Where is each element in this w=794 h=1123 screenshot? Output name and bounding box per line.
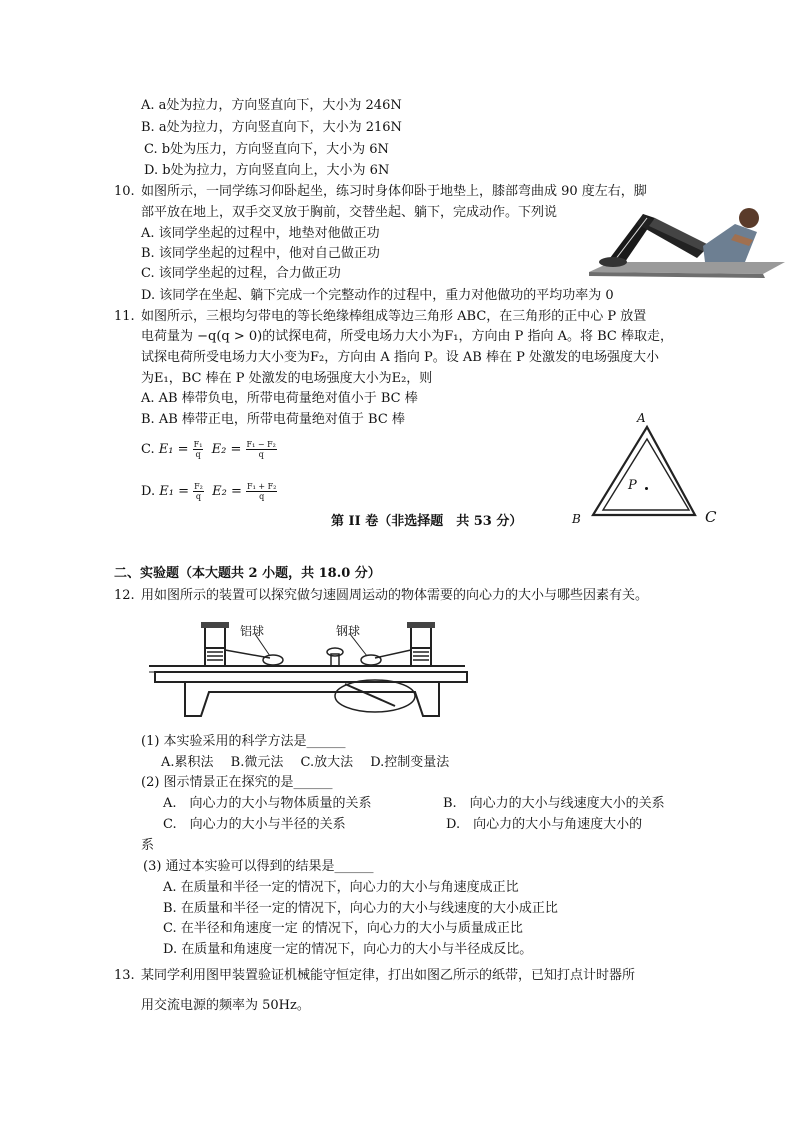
q11-c-e1-fraction bbox=[193, 440, 204, 459]
q11-d-e1-num: F₂ bbox=[194, 482, 203, 491]
q11-option-d bbox=[141, 482, 277, 501]
section-ii-title: 第 II 卷（非选择题 共 53 分） bbox=[331, 514, 523, 529]
q11-c-e2-num: F₁ − F₂ bbox=[246, 440, 276, 449]
q12-part3-option-a: A. 在质量和半径一定的情况下，向心力的大小与角速度成正比 bbox=[163, 880, 519, 895]
q12-part2-option-d: D. 向心力的大小与角速度大小的 bbox=[446, 817, 643, 832]
q11-d-e1-label: E₁ = bbox=[159, 484, 189, 499]
q12-part3: (3) 通过本实验可以得到的结果是______ bbox=[143, 859, 374, 874]
q10-number: 10. bbox=[114, 184, 135, 199]
q12-part1-options: A.累积法 B.微元法 C.放大法 D.控制变量法 bbox=[161, 755, 450, 770]
q11-stem-line2: 电荷量为 −q(q > 0)的试探电荷，所受电场力大小为F₁，方向由 P 指向 A。将 BC 棒取走， bbox=[141, 329, 674, 344]
q10-option-a: A. 该同学坐起的过程中，地垫对他做正功 bbox=[141, 226, 380, 241]
steel-ball-label: 钢球 bbox=[336, 624, 361, 638]
q11-number: 11. bbox=[114, 309, 135, 324]
section-experiment-heading: 二、实验题（本大题共 2 小题，共 18.0 分） bbox=[114, 566, 381, 581]
q11-stem-line1: 如图所示，三根均匀带电的等长绝缘棒组成等边三角形 ABC，在三角形的正中心 P 放置 bbox=[141, 309, 647, 324]
q12-part2-option-d-wrap: 系 bbox=[141, 838, 155, 853]
q11-d-e1-fraction bbox=[193, 482, 204, 501]
q11-stem-line4: 为E₁，BC 棒在 P 处激发的电场强度大小为E₂，则 bbox=[141, 371, 433, 386]
q11-d-e1-den: q bbox=[195, 492, 202, 501]
q12-part1: (1) 本实验采用的科学方法是______ bbox=[141, 734, 346, 749]
q10-option-c: C. 该同学坐起的过程，合力做正功 bbox=[141, 266, 341, 281]
q10-stem-line2: 部平放在地上，双手交叉放于胸前，交替坐起、躺下，完成动作。下列说 bbox=[141, 205, 558, 220]
q9-option-a: A. a处为拉力，方向竖直向下，大小为 246N bbox=[141, 98, 402, 113]
q11-c-e1-label: E₁ = bbox=[158, 442, 189, 457]
q12-part3-option-b: B. 在质量和半径一定的情况下，向心力的大小与线速度的大小成正比 bbox=[163, 901, 558, 916]
q13-stem-line1: 某同学利用图甲装置验证机械能守恒定律，打出如图乙所示的纸带，已知打点计时器所 bbox=[141, 968, 636, 983]
center-point-dot bbox=[645, 487, 648, 490]
q12-part2-option-c: C. 向心力的大小与半径的关系 bbox=[163, 817, 346, 832]
q9-option-c: C. b处为压力，方向竖直向下，大小为 6N bbox=[144, 142, 389, 157]
q12-part2-option-b: B. 向心力的大小与线速度大小的关系 bbox=[443, 796, 665, 811]
triangle-center-p: P bbox=[628, 478, 637, 493]
triangle-vertex-c: C bbox=[705, 508, 717, 526]
triangle-vertex-b: B bbox=[572, 512, 581, 526]
q11-d-e2-fraction bbox=[246, 482, 277, 501]
q9-option-b: B. a处为拉力，方向竖直向下，大小为 216N bbox=[141, 120, 402, 135]
aluminum-ball-label: 铝球 bbox=[240, 624, 265, 638]
q11-option-c-label: C. bbox=[141, 442, 155, 457]
q11-d-e2-label: E₂ = bbox=[212, 484, 242, 499]
q11-d-e2-den: q bbox=[259, 492, 265, 501]
q12-part3-option-c: C. 在半径和角速度一定 的情况下，向心力的大小与质量成正比 bbox=[163, 921, 523, 936]
situp-photo bbox=[585, 204, 785, 278]
q12-part2-option-a: A. 向心力的大小与物体质量的关系 bbox=[163, 796, 372, 811]
q10-stem-line1: 如图所示，一同学练习仰卧起坐，练习时身体仰卧于地垫上，膝部弯曲成 90 度左右，脚 bbox=[141, 184, 647, 199]
q12-part3-option-d: D. 在质量和角速度一定的情况下，向心力的大小与半径成反比。 bbox=[163, 942, 533, 957]
q9-option-d: D. b处为拉力，方向竖直向上，大小为 6N bbox=[144, 163, 390, 178]
q11-option-d-label: D. bbox=[141, 484, 156, 499]
q10-option-d: D. 该同学在坐起、躺下完成一个完整动作的过程中，重力对他做功的平均功率为 0 bbox=[141, 288, 614, 303]
q11-option-a: A. AB 棒带负电，所带电荷量绝对值小于 BC 棒 bbox=[141, 391, 418, 406]
q11-d-e2-num: F₁ + F₂ bbox=[247, 482, 277, 491]
q11-stem-line3: 试探电荷所受电场力大小变为F₂，方向由 A 指向 P。设 AB 棒在 P 处激发的电场强度大小 bbox=[141, 350, 659, 365]
q13-stem-line2: 用交流电源的频率为 50Hz。 bbox=[141, 998, 310, 1013]
q12-stem: 用如图所示的装置可以探究做匀速圆周运动的物体需要的向心力的大小与哪些因素有关。 bbox=[141, 588, 649, 603]
q11-option-c bbox=[141, 440, 277, 459]
q11-c-e2-label: E₂ = bbox=[211, 442, 242, 457]
q12-number: 12. bbox=[114, 588, 135, 603]
q10-option-b: B. 该同学坐起的过程中，他对自己做正功 bbox=[141, 246, 380, 261]
q11-c-e2-den: q bbox=[258, 450, 264, 459]
q11-option-b: B. AB 棒带正电，所带电荷量绝对值于 BC 棒 bbox=[141, 412, 405, 427]
q11-c-e1-den: q bbox=[195, 450, 201, 459]
q12-part2: (2) 图示情景正在探究的是______ bbox=[141, 775, 333, 790]
q11-c-e1-num: F₁ bbox=[193, 440, 203, 449]
q13-number: 13. bbox=[114, 968, 135, 983]
centripetal-apparatus-diagram bbox=[145, 614, 475, 722]
q11-c-e2-fraction bbox=[246, 440, 277, 459]
triangle-vertex-a: A bbox=[637, 411, 646, 425]
